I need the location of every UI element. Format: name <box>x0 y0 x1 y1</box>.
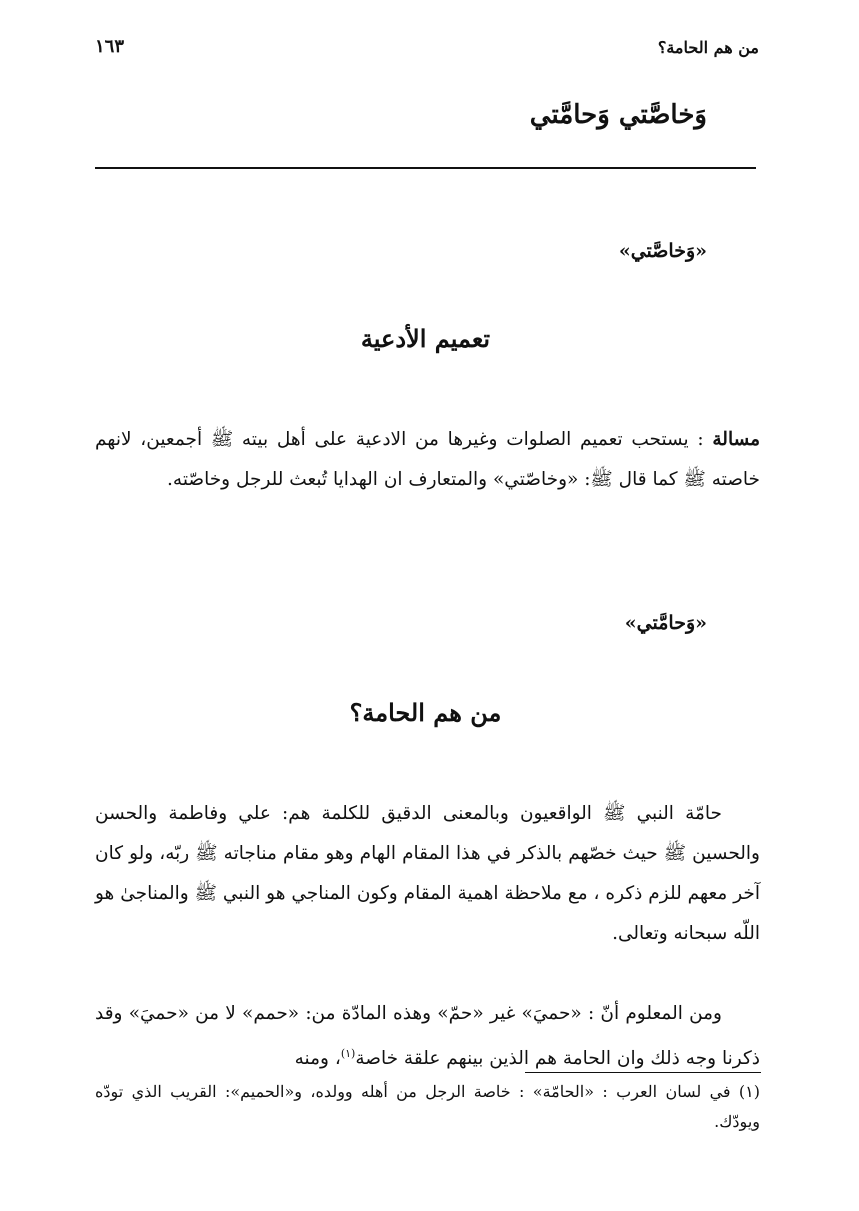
paragraph-hamma-etymology <box>95 994 760 1079</box>
running-header: من هم الحامة؟ <box>657 38 759 57</box>
paragraph-lead-word: مسالة <box>712 429 760 450</box>
paragraph-text: : يستحب تعميم الصلوات وغيرها من الادعية على أهل بيته ﷺ أجمعين، لانهم خاصته ﷺ كما قال ﷺ: «وخاصّتي» والمتعارف ان الهدايا تُبعث للرجل وخاصّته. <box>95 429 760 490</box>
section-heading-who-are-hamma: من هم الحامة؟ <box>349 698 502 727</box>
page-number: ١٦٣ <box>95 36 125 57</box>
footnote-divider <box>525 1072 761 1073</box>
chapter-divider <box>95 167 756 169</box>
chapter-title: وَخاصَّتي وَحامَّتي <box>529 100 707 130</box>
footnote-marker[interactable]: (١) <box>340 1047 356 1060</box>
section-quote-hammati: «وَحامَّتي» <box>624 612 707 634</box>
paragraph-text: حامّة النبي ﷺ الواقعيون وبالمعنى الدقيق للكلمة هم: علي وفاطمة والحسن والحسين ﷺ حيث خصّهم بالذكر في هذا المقام الهام وهو مقام مناجاته ﷺ ربّه، ولو كان آخر معهم للزم ذكره ، مع ملاحظة اهمية المقام وكون المناجي هو النبي ﷺ والمناجىٰ هو اللّه سبحانه وتعالى. <box>95 803 760 944</box>
paragraph-text: ومن المعلوم أنّ : «حميَ» غير «حمّ» وهذه المادّة من: «حمم» لا من «حميَ» وقد ذكرنا وجه ذلك وان الحامة هم الذين بينهم علقة خاصة <box>95 1003 760 1070</box>
paragraph-hamma-definition <box>95 794 760 954</box>
footnote-text: (١) في لسان العرب : «الحامّة» : خاصة الرجل من أهله وولده، و«الحميم»: القريب الذي تودّه ويودّك. <box>95 1082 760 1131</box>
paragraph-issue <box>95 420 760 500</box>
section-heading-generalizing-prayers: تعميم الأدعية <box>360 324 491 353</box>
section-quote-khassati: «وَخاصَّتي» <box>618 240 707 262</box>
paragraph-tail: ، ومنه <box>294 1048 341 1070</box>
